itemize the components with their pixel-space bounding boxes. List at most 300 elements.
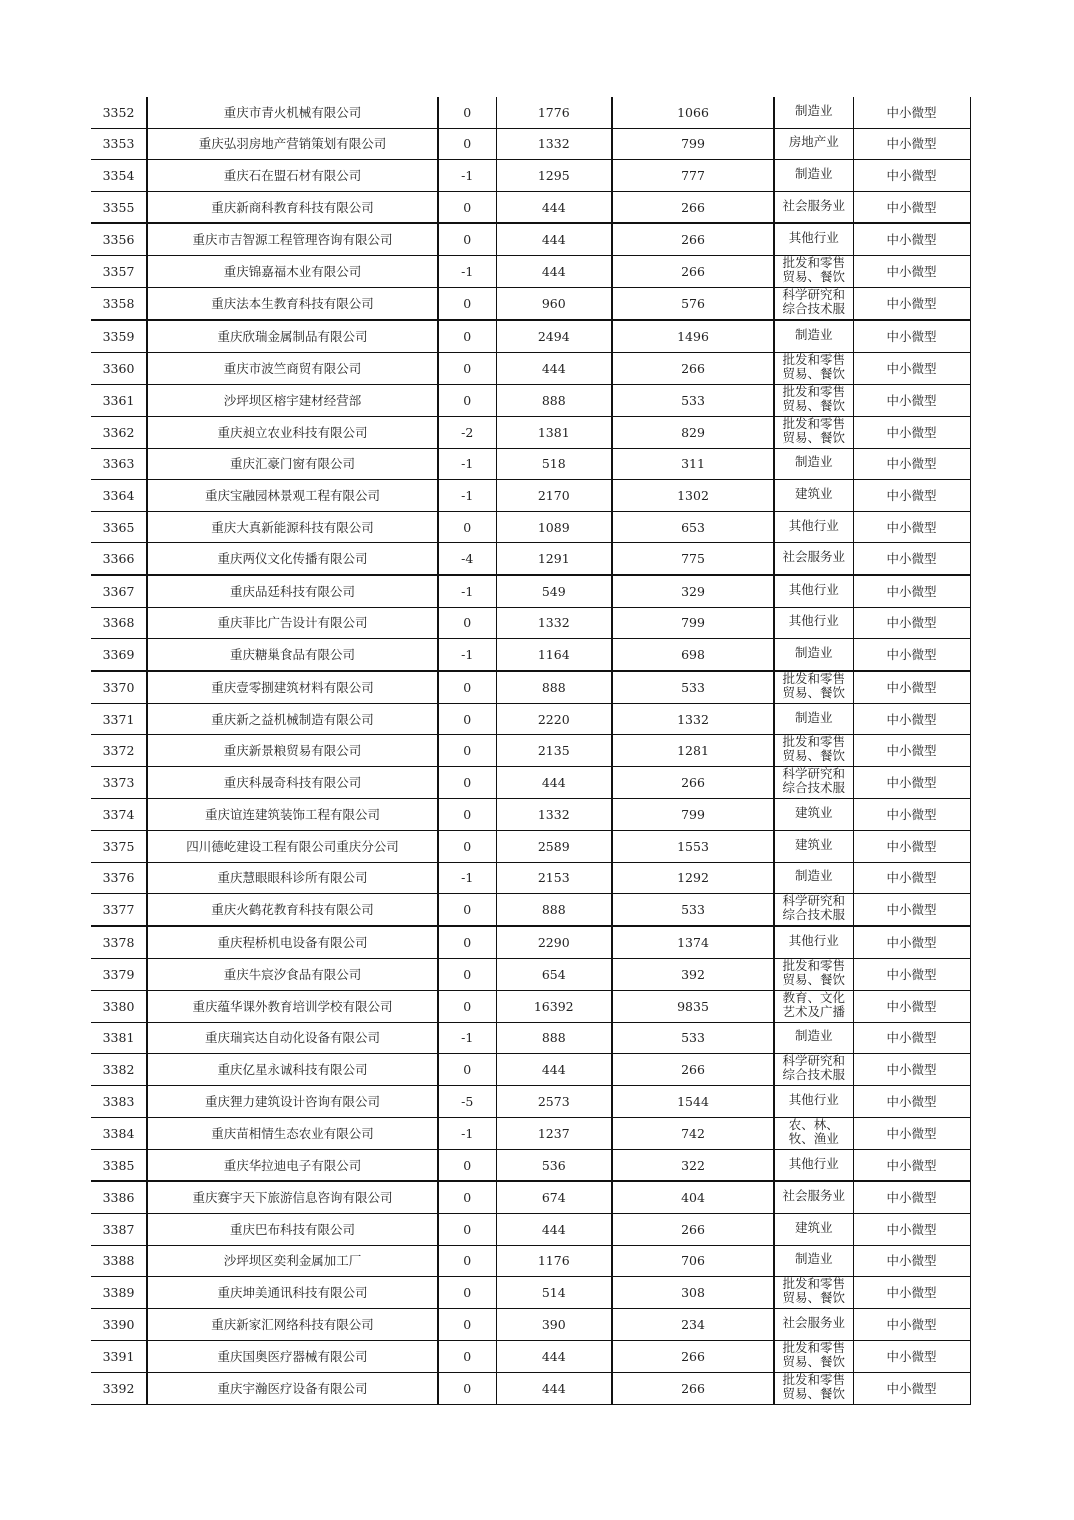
industry-label: 批发和零售贸易、餐饮 (782, 1277, 845, 1306)
cell-value-b: 1281 (612, 735, 774, 767)
cell-enterprise-type: 中小微型 (853, 480, 970, 512)
table-row (91, 862, 970, 894)
cell-enterprise-type: 中小微型 (853, 320, 970, 352)
cell-change-value: 0 (438, 1340, 496, 1372)
cell-row-number: 3359 (91, 320, 147, 352)
cell-row-number: 3365 (91, 511, 147, 543)
cell-company-name: 重庆两仪文化传播有限公司 (147, 543, 438, 575)
cell-row-number: 3374 (91, 799, 147, 831)
cell-enterprise-type: 中小微型 (853, 255, 970, 287)
cell-value-a: 1164 (496, 639, 612, 671)
table-row (91, 1054, 970, 1086)
cell-value-a: 1381 (496, 416, 612, 448)
cell-change-value: 0 (438, 703, 496, 735)
cell-industry (774, 352, 853, 384)
cell-row-number: 3366 (91, 543, 147, 575)
table-row (91, 128, 970, 160)
cell-change-value: 0 (438, 128, 496, 160)
industry-label: 其他行业 (788, 1156, 839, 1171)
industry-label: 建筑业 (794, 806, 833, 821)
cell-industry (774, 223, 853, 255)
cell-industry (774, 862, 853, 894)
cell-change-value: -1 (438, 639, 496, 671)
industry-label: 房地产业 (788, 135, 839, 150)
cell-industry (774, 1149, 853, 1181)
industry-label: 社会服务业 (782, 198, 845, 213)
cell-change-value: -2 (438, 416, 496, 448)
cell-value-a: 2290 (496, 926, 612, 958)
cell-value-a: 1776 (496, 97, 612, 128)
cell-company-name: 重庆国奥医疗器械有限公司 (147, 1340, 438, 1372)
cell-enterprise-type: 中小微型 (853, 862, 970, 894)
cell-value-b: 533 (612, 1022, 774, 1054)
cell-company-name: 重庆锦嘉福木业有限公司 (147, 255, 438, 287)
cell-change-value: 0 (438, 287, 496, 320)
cell-company-name: 重庆坤美通讯科技有限公司 (147, 1277, 438, 1309)
cell-company-name: 重庆狸力建筑设计咨询有限公司 (147, 1086, 438, 1118)
cell-company-name: 重庆新商科教育科技有限公司 (147, 191, 438, 223)
cell-company-name: 重庆宝融园林景观工程有限公司 (147, 480, 438, 512)
cell-value-a: 2170 (496, 480, 612, 512)
cell-industry (774, 799, 853, 831)
cell-industry (774, 384, 853, 416)
industry-label: 其他行业 (788, 582, 839, 597)
cell-enterprise-type: 中小微型 (853, 575, 970, 607)
industry-label: 制造业 (794, 1252, 833, 1267)
cell-row-number: 3377 (91, 894, 147, 927)
cell-industry (774, 448, 853, 480)
cell-industry (774, 1372, 853, 1404)
industry-label: 科学研究和综合技术服 (782, 894, 845, 923)
cell-value-b: 266 (612, 1214, 774, 1246)
cell-industry (774, 830, 853, 862)
cell-enterprise-type: 中小微型 (853, 448, 970, 480)
industry-label: 批发和零售贸易、餐饮 (782, 1340, 845, 1369)
cell-row-number: 3387 (91, 1214, 147, 1246)
cell-value-b: 1332 (612, 703, 774, 735)
cell-change-value: 0 (438, 1245, 496, 1277)
table-row (91, 1214, 970, 1246)
cell-change-value: 0 (438, 767, 496, 799)
cell-company-name: 重庆大真新能源科技有限公司 (147, 511, 438, 543)
cell-company-name: 重庆新家汇网络科技有限公司 (147, 1309, 438, 1341)
cell-industry (774, 128, 853, 160)
cell-row-number: 3378 (91, 926, 147, 958)
cell-industry (774, 255, 853, 287)
cell-value-b: 266 (612, 1054, 774, 1086)
cell-value-b: 799 (612, 799, 774, 831)
cell-value-a: 1332 (496, 799, 612, 831)
cell-value-a: 2589 (496, 830, 612, 862)
cell-industry (774, 191, 853, 223)
cell-value-a: 654 (496, 958, 612, 990)
cell-value-b: 266 (612, 767, 774, 799)
cell-value-a: 2573 (496, 1086, 612, 1118)
cell-enterprise-type: 中小微型 (853, 191, 970, 223)
cell-value-a: 16392 (496, 990, 612, 1022)
cell-enterprise-type: 中小微型 (853, 1022, 970, 1054)
cell-value-a: 1089 (496, 511, 612, 543)
industry-label: 科学研究和综合技术服 (782, 287, 845, 316)
cell-company-name: 重庆糖巢食品有限公司 (147, 639, 438, 671)
table-row (91, 384, 970, 416)
cell-value-b: 1302 (612, 480, 774, 512)
cell-value-a: 1237 (496, 1117, 612, 1149)
cell-value-a: 1295 (496, 160, 612, 192)
cell-change-value: 0 (438, 1277, 496, 1309)
cell-change-value: 0 (438, 830, 496, 862)
industry-label: 社会服务业 (782, 550, 845, 565)
industry-label: 制造业 (794, 103, 833, 118)
cell-row-number: 3357 (91, 255, 147, 287)
cell-enterprise-type: 中小微型 (853, 1245, 970, 1277)
cell-industry (774, 1309, 853, 1341)
cell-change-value: 0 (438, 1214, 496, 1246)
cell-value-a: 960 (496, 287, 612, 320)
cell-row-number: 3372 (91, 735, 147, 767)
industry-label: 批发和零售贸易、餐饮 (782, 255, 845, 284)
cell-row-number: 3379 (91, 958, 147, 990)
cell-value-a: 390 (496, 1309, 612, 1341)
industry-label: 制造业 (794, 710, 833, 725)
cell-company-name: 重庆亿星永诚科技有限公司 (147, 1054, 438, 1086)
table-row (91, 320, 970, 352)
cell-change-value: 0 (438, 352, 496, 384)
cell-company-name: 重庆蕴华课外教育培训学校有限公司 (147, 990, 438, 1022)
cell-row-number: 3388 (91, 1245, 147, 1277)
table-row (91, 416, 970, 448)
industry-label: 其他行业 (788, 231, 839, 246)
table-row (91, 191, 970, 223)
cell-enterprise-type: 中小微型 (853, 1181, 970, 1213)
cell-change-value: 0 (438, 894, 496, 927)
table-row (91, 671, 970, 704)
cell-value-a: 888 (496, 1022, 612, 1054)
cell-enterprise-type: 中小微型 (853, 990, 970, 1022)
cell-value-a: 1332 (496, 607, 612, 639)
cell-company-name: 重庆品廷科技有限公司 (147, 575, 438, 607)
industry-label: 社会服务业 (782, 1189, 845, 1204)
cell-change-value: 0 (438, 511, 496, 543)
cell-value-b: 653 (612, 511, 774, 543)
cell-change-value: 0 (438, 1181, 496, 1213)
company-table (91, 97, 971, 1405)
cell-value-b: 329 (612, 575, 774, 607)
cell-enterprise-type: 中小微型 (853, 416, 970, 448)
cell-company-name: 重庆壹零捌建筑材料有限公司 (147, 671, 438, 704)
cell-enterprise-type: 中小微型 (853, 830, 970, 862)
cell-value-b: 1553 (612, 830, 774, 862)
cell-change-value: -1 (438, 448, 496, 480)
cell-enterprise-type: 中小微型 (853, 1277, 970, 1309)
cell-value-b: 698 (612, 639, 774, 671)
cell-row-number: 3389 (91, 1277, 147, 1309)
cell-value-b: 322 (612, 1149, 774, 1181)
cell-change-value: 0 (438, 735, 496, 767)
cell-enterprise-type: 中小微型 (853, 703, 970, 735)
table-row (91, 767, 970, 799)
cell-row-number: 3353 (91, 128, 147, 160)
industry-label: 其他行业 (788, 614, 839, 629)
cell-enterprise-type: 中小微型 (853, 958, 970, 990)
table-row (91, 223, 970, 255)
cell-change-value: 0 (438, 926, 496, 958)
cell-enterprise-type: 中小微型 (853, 1372, 970, 1404)
industry-label: 其他行业 (788, 1093, 839, 1108)
table-row (91, 607, 970, 639)
industry-label: 建筑业 (794, 837, 833, 852)
cell-value-b: 234 (612, 1309, 774, 1341)
table-row (91, 511, 970, 543)
cell-value-b: 308 (612, 1277, 774, 1309)
industry-label: 科学研究和综合技术服 (782, 767, 845, 796)
table-row (91, 255, 970, 287)
cell-change-value: 0 (438, 958, 496, 990)
table-row (91, 958, 970, 990)
cell-value-b: 266 (612, 1340, 774, 1372)
cell-row-number: 3383 (91, 1086, 147, 1118)
cell-enterprise-type: 中小微型 (853, 543, 970, 575)
cell-industry (774, 511, 853, 543)
cell-value-a: 536 (496, 1149, 612, 1181)
cell-enterprise-type: 中小微型 (853, 671, 970, 704)
cell-enterprise-type: 中小微型 (853, 607, 970, 639)
cell-change-value: -1 (438, 862, 496, 894)
cell-value-a: 444 (496, 1372, 612, 1404)
cell-company-name: 重庆菲比广告设计有限公司 (147, 607, 438, 639)
cell-value-a: 1176 (496, 1245, 612, 1277)
cell-company-name: 重庆赛宇天下旅游信息咨询有限公司 (147, 1181, 438, 1213)
cell-company-name: 重庆华拉迪电子有限公司 (147, 1149, 438, 1181)
cell-value-b: 392 (612, 958, 774, 990)
table-row (91, 894, 970, 927)
cell-row-number: 3355 (91, 191, 147, 223)
cell-enterprise-type: 中小微型 (853, 287, 970, 320)
cell-value-a: 1291 (496, 543, 612, 575)
cell-company-name: 重庆新之益机械制造有限公司 (147, 703, 438, 735)
cell-change-value: -1 (438, 480, 496, 512)
cell-row-number: 3380 (91, 990, 147, 1022)
cell-value-b: 799 (612, 607, 774, 639)
cell-value-a: 674 (496, 1181, 612, 1213)
cell-enterprise-type: 中小微型 (853, 735, 970, 767)
cell-industry (774, 575, 853, 607)
cell-company-name: 重庆牛宸汐食品有限公司 (147, 958, 438, 990)
table-body (91, 97, 970, 1404)
cell-value-a: 2135 (496, 735, 612, 767)
cell-change-value: 0 (438, 1372, 496, 1404)
cell-row-number: 3363 (91, 448, 147, 480)
table-row (91, 1022, 970, 1054)
cell-value-b: 1292 (612, 862, 774, 894)
cell-value-b: 266 (612, 223, 774, 255)
cell-value-a: 2153 (496, 862, 612, 894)
cell-value-b: 9835 (612, 990, 774, 1022)
cell-enterprise-type: 中小微型 (853, 223, 970, 255)
cell-company-name: 重庆汇豪门窗有限公司 (147, 448, 438, 480)
cell-row-number: 3368 (91, 607, 147, 639)
cell-value-a: 444 (496, 1054, 612, 1086)
cell-value-b: 266 (612, 352, 774, 384)
cell-company-name: 重庆昶立农业科技有限公司 (147, 416, 438, 448)
cell-industry (774, 1181, 853, 1213)
cell-enterprise-type: 中小微型 (853, 1340, 970, 1372)
table-row (91, 1309, 970, 1341)
cell-value-a: 444 (496, 191, 612, 223)
cell-change-value: 0 (438, 990, 496, 1022)
cell-company-name: 重庆苗相情生态农业有限公司 (147, 1117, 438, 1149)
cell-industry (774, 990, 853, 1022)
cell-row-number: 3356 (91, 223, 147, 255)
cell-enterprise-type: 中小微型 (853, 160, 970, 192)
industry-label: 教育、文化艺术及广播 (782, 990, 845, 1019)
cell-industry (774, 416, 853, 448)
cell-company-name: 重庆市吉智源工程管理咨询有限公司 (147, 223, 438, 255)
cell-change-value: 0 (438, 320, 496, 352)
cell-row-number: 3381 (91, 1022, 147, 1054)
cell-value-a: 888 (496, 894, 612, 927)
cell-value-a: 444 (496, 1340, 612, 1372)
cell-enterprise-type: 中小微型 (853, 894, 970, 927)
industry-label: 其他行业 (788, 933, 839, 948)
cell-row-number: 3375 (91, 830, 147, 862)
cell-company-name: 重庆科晟奇科技有限公司 (147, 767, 438, 799)
cell-company-name: 重庆市波竺商贸有限公司 (147, 352, 438, 384)
cell-row-number: 3390 (91, 1309, 147, 1341)
cell-change-value: -5 (438, 1086, 496, 1118)
cell-value-b: 742 (612, 1117, 774, 1149)
cell-value-a: 514 (496, 1277, 612, 1309)
cell-industry (774, 1245, 853, 1277)
cell-industry (774, 607, 853, 639)
table-row (91, 1245, 970, 1277)
cell-enterprise-type: 中小微型 (853, 1086, 970, 1118)
cell-company-name: 重庆瑞宾达自动化设备有限公司 (147, 1022, 438, 1054)
cell-enterprise-type: 中小微型 (853, 767, 970, 799)
industry-label: 批发和零售贸易、餐饮 (782, 671, 845, 700)
cell-value-a: 2220 (496, 703, 612, 735)
table-row (91, 480, 970, 512)
cell-change-value: 0 (438, 97, 496, 128)
cell-change-value: -1 (438, 1117, 496, 1149)
cell-value-b: 533 (612, 894, 774, 927)
cell-industry (774, 735, 853, 767)
cell-row-number: 3370 (91, 671, 147, 704)
cell-change-value: 0 (438, 384, 496, 416)
cell-enterprise-type: 中小微型 (853, 352, 970, 384)
cell-value-b: 404 (612, 1181, 774, 1213)
cell-change-value: -1 (438, 255, 496, 287)
table-row (91, 735, 970, 767)
cell-enterprise-type: 中小微型 (853, 128, 970, 160)
cell-value-a: 1332 (496, 128, 612, 160)
cell-value-b: 829 (612, 416, 774, 448)
cell-value-b: 576 (612, 287, 774, 320)
cell-value-b: 1544 (612, 1086, 774, 1118)
cell-enterprise-type: 中小微型 (853, 97, 970, 128)
cell-row-number: 3385 (91, 1149, 147, 1181)
table-row (91, 1117, 970, 1149)
cell-change-value: 0 (438, 1309, 496, 1341)
cell-value-b: 799 (612, 128, 774, 160)
cell-enterprise-type: 中小微型 (853, 926, 970, 958)
cell-enterprise-type: 中小微型 (853, 1149, 970, 1181)
cell-value-b: 1496 (612, 320, 774, 352)
industry-label: 批发和零售贸易、餐饮 (782, 352, 845, 381)
table-row (91, 160, 970, 192)
industry-label: 科学研究和综合技术服 (782, 1054, 845, 1083)
table-row (91, 97, 970, 128)
cell-industry (774, 480, 853, 512)
cell-industry (774, 639, 853, 671)
cell-value-a: 888 (496, 384, 612, 416)
cell-change-value: -1 (438, 160, 496, 192)
cell-row-number: 3354 (91, 160, 147, 192)
table-row (91, 830, 970, 862)
cell-value-b: 1374 (612, 926, 774, 958)
cell-value-a: 549 (496, 575, 612, 607)
cell-value-a: 444 (496, 767, 612, 799)
cell-company-name: 重庆欣瑞金属制品有限公司 (147, 320, 438, 352)
cell-industry (774, 671, 853, 704)
table-row (91, 1149, 970, 1181)
cell-value-b: 311 (612, 448, 774, 480)
table-row (91, 1372, 970, 1404)
cell-row-number: 3369 (91, 639, 147, 671)
cell-row-number: 3361 (91, 384, 147, 416)
industry-label: 建筑业 (794, 1220, 833, 1235)
table-row (91, 1340, 970, 1372)
cell-industry (774, 1277, 853, 1309)
cell-change-value: -4 (438, 543, 496, 575)
cell-value-a: 888 (496, 671, 612, 704)
cell-row-number: 3373 (91, 767, 147, 799)
cell-value-a: 518 (496, 448, 612, 480)
cell-row-number: 3364 (91, 480, 147, 512)
table-row (91, 1181, 970, 1213)
cell-row-number: 3392 (91, 1372, 147, 1404)
cell-value-b: 266 (612, 1372, 774, 1404)
table-row (91, 926, 970, 958)
cell-row-number: 3367 (91, 575, 147, 607)
industry-label: 批发和零售贸易、餐饮 (782, 735, 845, 764)
cell-industry (774, 894, 853, 927)
cell-industry (774, 287, 853, 320)
cell-value-b: 1066 (612, 97, 774, 128)
table-row (91, 575, 970, 607)
cell-industry (774, 1214, 853, 1246)
cell-company-name: 重庆慧眼眼科诊所有限公司 (147, 862, 438, 894)
industry-label: 其他行业 (788, 518, 839, 533)
cell-industry (774, 160, 853, 192)
cell-row-number: 3382 (91, 1054, 147, 1086)
cell-industry (774, 320, 853, 352)
industry-label: 制造业 (794, 327, 833, 342)
cell-change-value: 0 (438, 223, 496, 255)
cell-industry (774, 1022, 853, 1054)
cell-company-name: 重庆宇瀚医疗设备有限公司 (147, 1372, 438, 1404)
industry-label: 建筑业 (794, 486, 833, 501)
cell-change-value: 0 (438, 1054, 496, 1086)
cell-enterprise-type: 中小微型 (853, 511, 970, 543)
industry-label: 制造业 (794, 869, 833, 884)
cell-enterprise-type: 中小微型 (853, 1054, 970, 1086)
cell-company-name: 重庆火鹤花教育科技有限公司 (147, 894, 438, 927)
table-row (91, 1086, 970, 1118)
cell-enterprise-type: 中小微型 (853, 1117, 970, 1149)
cell-company-name: 重庆谊连建筑装饰工程有限公司 (147, 799, 438, 831)
table-row (91, 639, 970, 671)
